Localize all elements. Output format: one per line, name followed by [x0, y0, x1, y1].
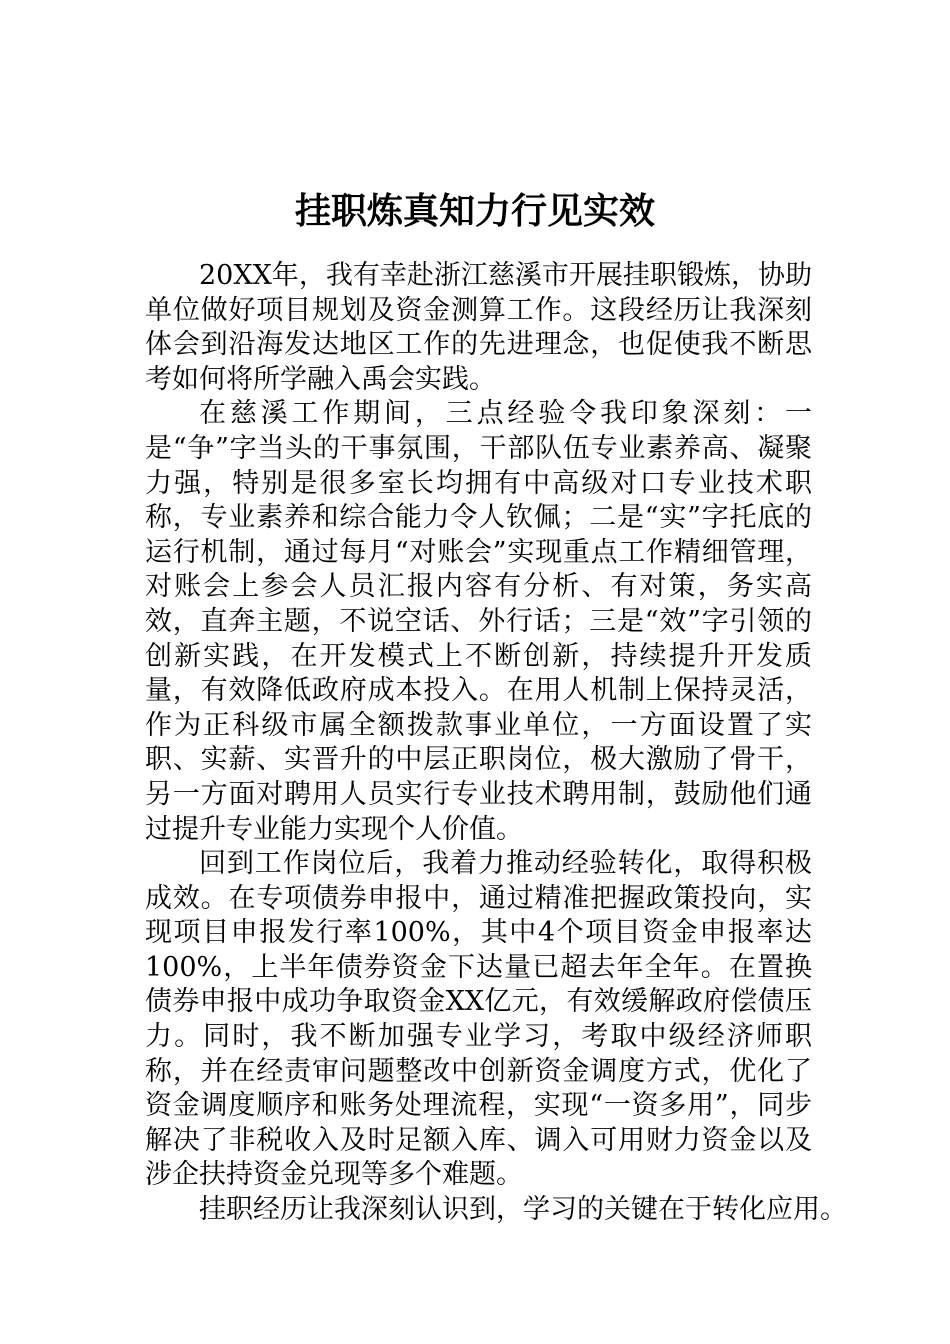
paragraph-4: 挂职经历让我深刻认识到，学习的关键在于转化应用。: [199, 1194, 847, 1226]
paragraph-2: 在慈溪工作期间，三点经验令我印象深刻：一是“争”字当头的干事氛围，干部队伍专业素养高、凝聚力强，特别是很多室长均拥有中高级对口专业技术职称，专业素养和综合能力令人钦佩；二是“实”字托底的运行机制，通过每月“对账会”实现重点工作精细管理，对账会上参会人员汇报内容有分析、有对策，务实高效，直奔主题，不说空话、外行话；三是“效”字引领的创新实践，在开发模式上不断创新，持续提升开发质量，有效降低政府成本投入。在用人机制上保持灵活，作为正科级市属全额拨款事业单位，一方面设置了实职、实薪、实晋升的中层正职岗位，极大激励了骨干，另一方面对聘用人员实行专业技术聘用制，鼓励他们通过提升专业能力实现个人价值。: [145, 398, 812, 845]
article-body: [145, 259, 847, 1228]
paragraph-1: 20XX年，我有幸赴浙江慈溪市开展挂职锻炼，协助单位做好项目规划及资金测算工作。这段经历让我深刻体会到沿海发达地区工作的先进理念，也促使我不断思考如何将所学融入禹会实践。: [145, 260, 812, 395]
page-title: 挂职炼真知力行见实效: [294, 191, 655, 233]
paragraph-3: 回到工作岗位后，我着力推动经验转化，取得积极成效。在专项债券申报中，通过精准把握政策投向，实现项目申报发行率100%，其中4个项目资金申报率达100%，上半年债券资金下达量已超去年全年。在置换债券申报中成功争取资金XX亿元，有效缓解政府偿债压力。同时，我不断加强专业学习，考取中级经济师职称，并在经责审问题整改中创新资金调度方式，优化了资金调度顺序和账务处理流程，实现“一资多用”，同步解决了非税收入及时足额入库、调入可用财力资金以及涉企扶持资金兑现等多个难题。: [145, 848, 812, 1191]
